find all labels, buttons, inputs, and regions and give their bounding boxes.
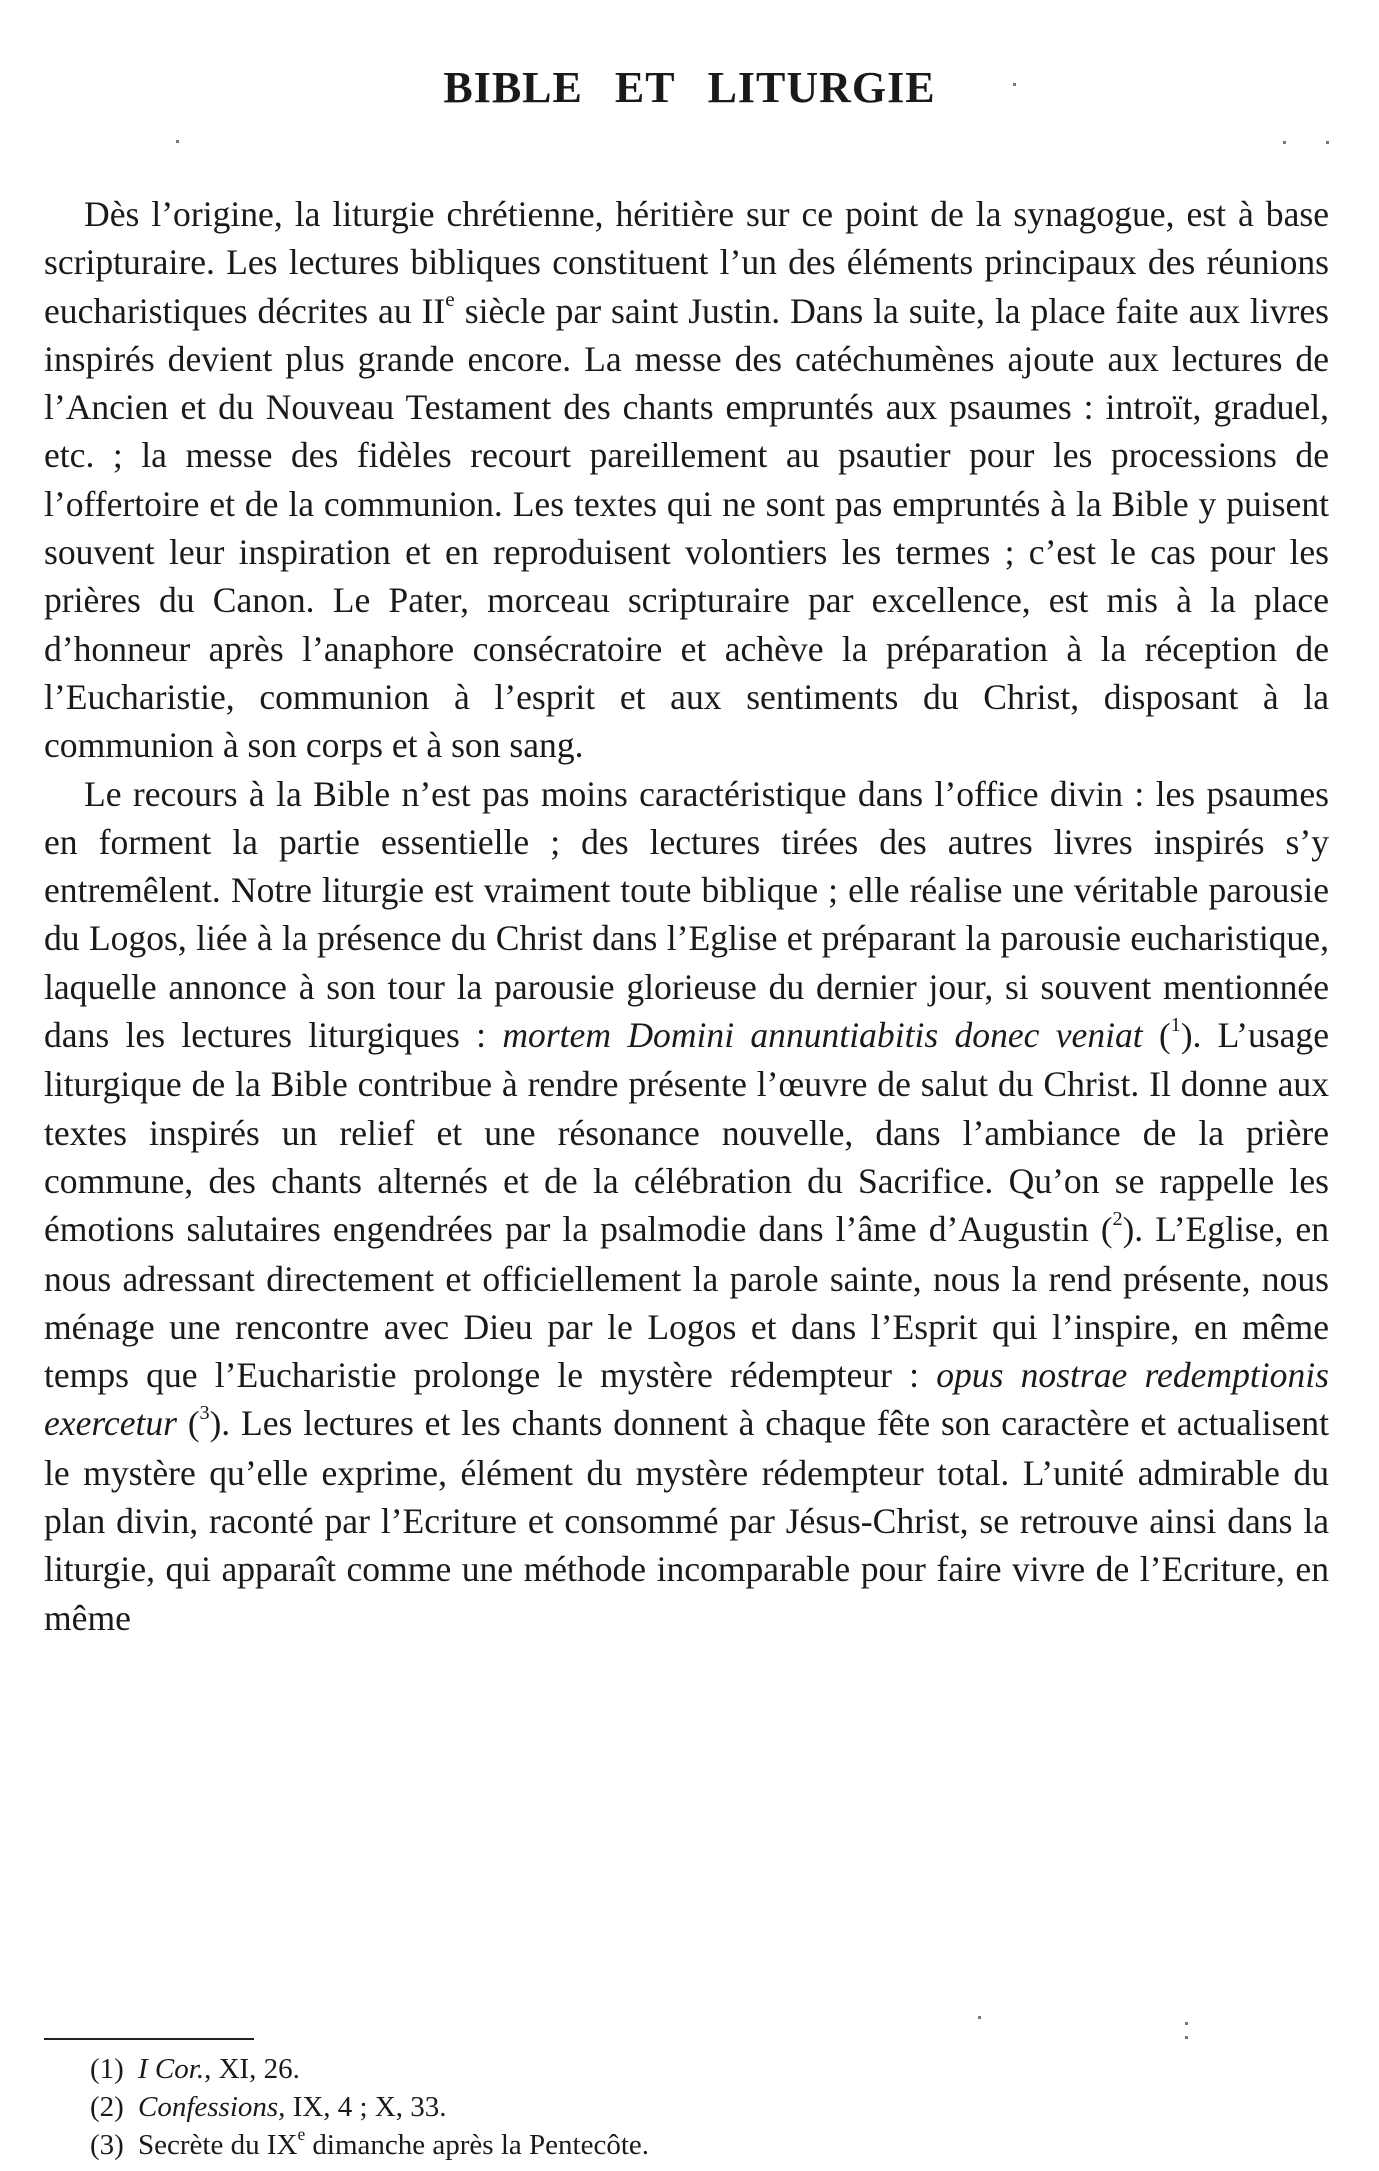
footnote: (1) I Cor., XI, 26.	[90, 2050, 1290, 2088]
superscript: e	[445, 286, 455, 311]
paragraph: Le recours à la Bible n’est pas moins caractéristique dans l’office divin : les psaumes en forment la partie essentielle ; des lectures tirées des autres livres inspirés s’y entremêlent. Notre liturgie est vraiment toute biblique ; elle réalise une véritable parousie du Logos, liée à la présence du Christ dans l’Eglise et préparant la parousie eucharistique, laquelle annonce à son tour la parousie glorieuse du dernier jour, si souvent mentionnée dans les lectures liturgiques : mortem Domini annuntiabitis donec veniat ($^1$). L’usage liturgique de la Bible contribue à rendre présente l’œuvre de salut du Christ. Il donne aux textes inspirés un relief et une résonance nouvelle, dans l’ambiance de la prière commune, des chants alternés et de la célébration du Sacrifice. Qu’on se rappelle les émotions salutaires engendrées par la psalmodie dans l’âme d’Augustin ($^2$). L’Eglise, en nous adressant directement et officiellement la parole sainte, nous la rend présente, nous ménage une rencontre avec Dieu par le Logos et dans l’Esprit qui l’inspire, en même temps que l’Eucharistie prolonge le mystère rédempteur : opus nostrae redemptionis exercetur ($^3$). Les lectures et les chants donnent à chaque fête son caractère et actualisent le mystère qu’elle exprime, élément du mystère rédempteur total. L’unité admirable du plan divin, raconté par l’Ecriture et consommé par Jésus-Christ, se retrouve ainsi dans la liturgie, qui apparaît comme une méthode incomparable pour faire vivre de l’Ecriture, en même	[44, 773, 1329, 1638]
footnote: (2) Confessions, IX, 4 ; X, 33.	[90, 2088, 1290, 2126]
footnote-reference: ($^2$)	[1100, 1208, 1135, 1250]
latin-quote: mortem Domini annuntiabitis donec veniat	[502, 1015, 1143, 1056]
title-word: LITURGIE	[707, 63, 936, 112]
footnote-reference: ($^3$)	[187, 1402, 222, 1444]
chapter-title	[0, 62, 1379, 113]
body-text	[44, 190, 1329, 1642]
footnote-separator	[44, 2038, 254, 2040]
footnote: (3) Secrète du IXe dimanche après la Pentecôte.	[90, 2126, 1290, 2164]
footnote-reference: ($^1$)	[1159, 1013, 1193, 1056]
title-word: BIBLE	[443, 63, 583, 112]
footnote-number: (1)	[90, 2053, 124, 2085]
footnote-number: (3)	[90, 2129, 124, 2161]
latin-quote: opus nostrae redemptionis exercetur	[44, 1355, 1329, 1444]
paragraph: Dès l’origine, la liturgie chrétienne, héritière sur ce point de la synagogue, est à base scripturaire. Les lectures bibliques constituent l’un des éléments principaux des réunions eucharistiques décrites au IIe siècle par saint Justin. Dans la suite, la place faite aux livres inspirés devient plus grande encore. La messe des catéchumènes ajoute aux lectures de l’Ancien et du Nouveau Testament des chants empruntés aux psaumes : introït, graduel, etc. ; la messe des fidèles recourt pareillement au psautier pour les processions de l’offertoire et de la communion. Les textes qui ne sont pas empruntés à la Bible y puisent souvent leur inspiration et en reproduisent volontiers les termes ; c’est le cas pour les prières du Canon. Le Pater, morceau scripturaire par excellence, est mis à la place d’honneur après l’anaphore consécratoire et achève la préparation à la réception de l’Eucharistie, communion à l’esprit et aux sentiments du Christ, disposant à la communion à son corps et à son sang.	[44, 194, 1329, 766]
title-word: ET	[614, 63, 676, 112]
footnote-number: (2)	[90, 2091, 124, 2123]
footnotes	[90, 2050, 1290, 2164]
